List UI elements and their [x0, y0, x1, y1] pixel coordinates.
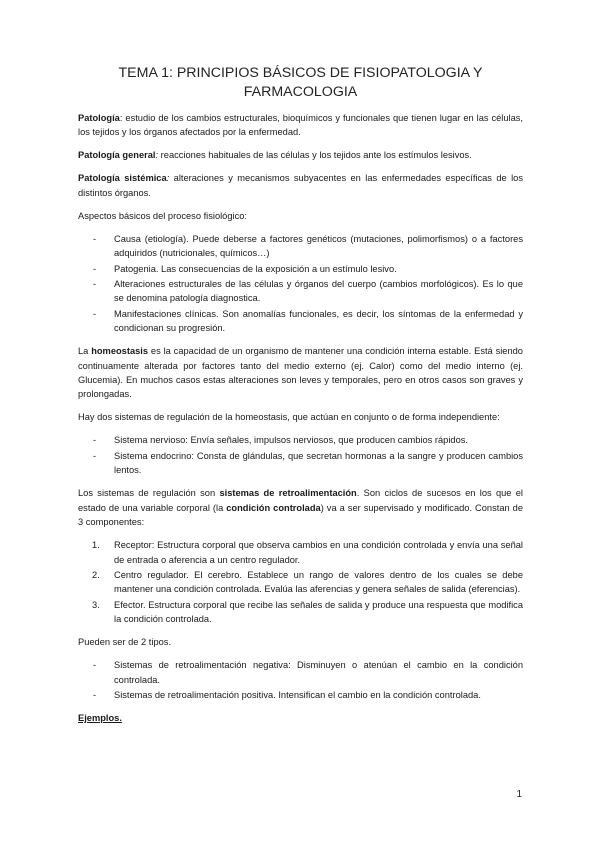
feedback-paragraph: Los sistemas de regulación son sistemas de retroalimentación. Son ciclos de sucesos en los que el estado de una variable corporal (la condición controlada) va a ser supervisado y modificado. Constan de 3 componentes:: [78, 488, 524, 528]
types-intro: Pueden ser de 2 tipos.: [78, 637, 172, 648]
term-patologia-sistemica: Patología sistémica: [78, 173, 167, 184]
term-patologia: Patología: [78, 113, 120, 123]
aspects-heading: Aspectos básicos del proceso fisiológico:: [78, 210, 247, 221]
list-item: - Manifestaciones clínicas. Son anomalías funcionales, es decir, los síntomas de la enfermedad y condicionan su progresión.: [93, 308, 523, 334]
list-item: - Alteraciones estructurales de las células y órganos del cuerpo (cambios morfológicos). Es lo que se denomina patología diagnostica.: [93, 279, 523, 304]
term-patologia-general: Patología general: [78, 150, 156, 161]
list-item: 3. Efector. Estructura corporal que recibe las señales de salida y produce una respuesta que modifica la condición controlada.: [92, 599, 523, 625]
list-item: 2. Centro regulador. El cerebro. Establece un rango de valores dentro de los cuales se debe mantener una condición controlada. Evalúa las aferencias y genera señales de salida (eferencias).: [92, 569, 523, 595]
definition-patologia: Patología: estudio de los cambios estructurales, bioquímicos y funcionales que tienen lugar en las células, los tejidos y los órganos afectados por la enfermedad.: [78, 113, 523, 138]
list-item: 1. Receptor: Estructura corporal que observa cambios en una condición controlada y envía una señal de entrada o aferencia a un centro regulador.: [92, 540, 523, 565]
definition-patologia-sistemica: Patología sistémica: alteraciones y mecanismos subyacentes en las enfermedades específicas de los distintos órganos.: [78, 173, 523, 198]
definition-patologia-general: Patología general: reacciones habituales de las células y los tejidos ante los estímulos lesivos.: [78, 150, 472, 161]
examples-heading: Ejemplos.: [78, 712, 122, 723]
list-item: - Sistema endocrino: Consta de glándulas, que secretan hormonas a la sangre y producen cambios lentos.: [93, 450, 523, 476]
types-list: [78, 658, 523, 702]
list-item: - Patogenia. Las consecuencias de la exposición a un estímulo lesivo.: [93, 263, 397, 274]
list-item: - Sistema nervioso: Envía señales, impulsos nerviosos, que producen cambios rápidos.: [93, 435, 468, 446]
term-retroalimentacion: sistemas de retroalimentación: [219, 488, 357, 499]
term-homeostasis: homeostasis: [91, 346, 149, 357]
list-item: - Sistemas de retroalimentación negativa: Disminuyen o atenúan el cambio en la condición controlada.: [93, 660, 523, 685]
page-content: [78, 64, 523, 734]
homeostasis-paragraph: La homeostasis es la capacidad de un organismo de mantener una condición interna estable. Está siendo continuamente alterada por factores tanto del medio externo (ej. Calor) como del medio interno (ej. Glucemia). En muchos casos estas alteraciones son leves y temporales, pero en otros casos son graves y prolongadas.: [78, 346, 523, 400]
page-number: 1: [516, 789, 522, 800]
list-item: - Sistemas de retroalimentación positiva. Intensifican el cambio en la condición controlada.: [93, 689, 481, 700]
list-item: - Causa (etiología). Puede deberse a factores genéticos (mutaciones, polimorfismos) o a factores adquiridos (nutricionales, químicos…): [93, 233, 523, 259]
aspects-list: [78, 232, 523, 336]
page-title: TEMA 1: PRINCIPIOS BÁSICOS DE FISIOPATOLOGIA Y FARMACOLOGIA: [118, 65, 483, 100]
systems-intro: Hay dos sistemas de regulación de la homeostasis, que actúan en conjunto o de forma independiente:: [78, 412, 500, 423]
components-list: [78, 538, 523, 626]
systems-list: [78, 433, 523, 477]
term-condicion-controlada: condición controlada: [226, 502, 321, 513]
